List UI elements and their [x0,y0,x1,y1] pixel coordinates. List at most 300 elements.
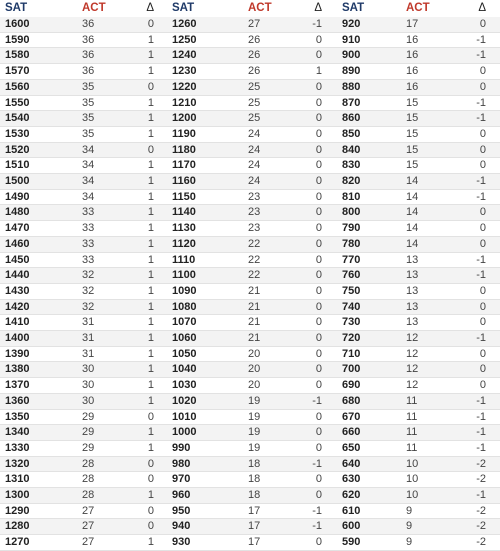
act-cell: 36 [82,18,95,30]
sat-cell: 850 [342,127,361,140]
delta-cell: 1 [147,253,154,266]
delta-cell: 0 [315,473,322,486]
column-header-delta-3: Δ [478,2,486,14]
table-row [0,362,500,378]
sat-cell: 1520 [5,143,30,156]
delta-cell: 0 [315,441,322,454]
delta-cell: 0 [147,504,154,517]
sat-cell: 910 [342,33,361,46]
act-cell: 20 [248,379,261,392]
delta-cell: 1 [147,284,154,297]
delta-cell: 1 [147,379,154,392]
delta-cell: -1 [312,394,322,407]
delta-cell: -1 [476,96,486,109]
sat-cell: 1180 [172,143,196,156]
sat-cell: 1190 [172,127,196,140]
act-cell: 15 [406,96,419,109]
act-cell: 24 [248,127,261,140]
delta-cell: -1 [476,49,486,62]
act-cell: 15 [406,159,419,172]
act-cell: 20 [248,363,261,376]
sat-cell: 1530 [5,127,30,140]
table-row [0,190,500,206]
act-cell: 20 [248,347,261,360]
act-cell: 18 [248,489,261,501]
delta-cell: 0 [147,18,154,30]
act-cell: 27 [82,504,95,517]
delta-cell: 1 [315,65,322,78]
act-cell: 28 [82,473,95,486]
sat-cell: 1550 [5,96,30,109]
delta-cell: 0 [315,175,322,187]
act-cell: 16 [406,80,419,93]
delta-cell: 1 [147,394,154,407]
sat-cell: 720 [342,332,361,344]
delta-cell: 0 [315,206,322,219]
act-cell: 31 [82,347,95,360]
column-header-sat-3: SAT [342,2,365,14]
delta-cell: 0 [315,159,322,172]
sat-cell: 1400 [5,332,30,344]
table-row [0,472,500,488]
sat-cell: 710 [342,347,361,360]
sat-cell: 960 [172,489,191,501]
sat-cell: 1010 [172,410,197,423]
sat-cell: 1300 [5,489,30,501]
sat-cell: 1320 [5,457,30,470]
delta-cell: 0 [479,65,486,78]
sat-cell: 1100 [172,269,196,282]
act-cell: 24 [248,175,261,187]
act-cell: 14 [406,190,419,203]
act-cell: 12 [406,332,419,344]
sat-cell: 1560 [5,80,30,93]
act-cell: 9 [406,504,413,517]
delta-cell: -1 [312,520,322,533]
delta-cell: -1 [476,426,486,439]
delta-cell: 1 [147,489,154,501]
delta-cell: 1 [147,426,154,439]
sat-cell: 1480 [5,206,30,219]
delta-cell: -1 [312,457,322,470]
act-cell: 33 [82,237,95,250]
sat-cell: 1060 [172,332,197,344]
sat-cell: 840 [342,143,361,156]
delta-cell: 0 [315,237,322,250]
delta-cell: 0 [147,457,154,470]
delta-cell: 0 [315,112,322,125]
delta-cell: 0 [315,269,322,282]
delta-cell: 0 [479,237,486,250]
delta-cell: 1 [147,33,154,46]
act-cell: 25 [248,112,261,125]
act-cell: 28 [82,489,95,501]
sat-cell: 1110 [172,253,196,266]
delta-cell: 0 [479,316,486,329]
delta-cell: 1 [147,175,154,187]
sat-cell: 890 [342,65,361,78]
sat-cell: 1120 [172,237,196,250]
sat-cell: 700 [342,363,361,376]
sat-cell: 620 [342,489,361,501]
sat-cell: 770 [342,253,361,266]
act-cell: 35 [82,80,95,93]
act-cell: 36 [82,49,95,62]
delta-cell: -2 [476,473,486,486]
delta-cell: 0 [315,426,322,439]
delta-cell: -1 [476,112,486,125]
act-cell: 34 [82,143,95,156]
delta-cell: 0 [315,127,322,140]
delta-cell: 1 [147,159,154,172]
act-cell: 31 [82,316,95,329]
act-cell: 33 [82,206,95,219]
delta-cell: 0 [315,222,322,235]
act-cell: 13 [406,284,419,297]
sat-cell: 990 [172,441,191,454]
sat-cell: 590 [342,536,361,549]
delta-cell: 0 [147,473,154,486]
act-cell: 34 [82,190,95,203]
sat-cell: 1020 [172,394,197,407]
delta-cell: 0 [479,80,486,93]
delta-cell: 0 [479,127,486,140]
table-row [0,96,500,112]
header-row [0,0,500,17]
delta-cell: 1 [147,332,154,344]
act-cell: 11 [406,410,418,423]
act-cell: 24 [248,159,261,172]
delta-cell: 0 [315,347,322,360]
sat-cell: 750 [342,284,361,297]
act-cell: 13 [406,269,419,282]
act-cell: 34 [82,159,95,172]
delta-cell: -1 [312,504,322,517]
sat-cell: 760 [342,269,361,282]
act-cell: 26 [248,49,261,62]
act-cell: 22 [248,269,261,282]
act-cell: 29 [82,410,95,423]
sat-cell: 1370 [5,379,30,392]
sat-cell: 1030 [172,379,197,392]
act-cell: 16 [406,33,419,46]
sat-cell: 880 [342,80,361,93]
act-cell: 30 [82,394,95,407]
delta-cell: -1 [476,332,486,344]
act-cell: 23 [248,190,261,203]
table-row [0,127,500,143]
delta-cell: 0 [315,410,322,423]
column-header-act-1: ACT [82,2,106,14]
table-row [0,347,500,363]
delta-cell: 1 [147,269,154,282]
sat-cell: 1580 [5,49,30,62]
act-cell: 13 [406,300,419,313]
column-header-sat-2: SAT [172,2,195,14]
sat-cell: 900 [342,49,361,62]
delta-cell: -1 [476,410,486,423]
table-row [0,237,500,253]
sat-cell: 950 [172,504,191,517]
delta-cell: 0 [479,143,486,156]
act-cell: 14 [406,222,419,235]
delta-cell: 0 [479,379,486,392]
column-header-act-2: ACT [248,2,272,14]
delta-cell: 0 [315,489,322,501]
sat-cell: 1460 [5,237,30,250]
delta-cell: 0 [315,536,322,549]
delta-cell: 0 [315,49,322,62]
delta-cell: 0 [315,284,322,297]
delta-cell: 1 [147,363,154,376]
act-cell: 14 [406,206,419,219]
table-row [0,174,500,190]
act-cell: 19 [248,426,261,439]
sat-cell: 680 [342,394,361,407]
sat-cell: 1410 [5,316,30,329]
delta-cell: 0 [147,143,154,156]
sat-cell: 1200 [172,112,197,125]
act-cell: 32 [82,300,95,313]
sat-cell: 1570 [5,65,30,78]
table-row [0,425,500,441]
act-cell: 29 [82,441,95,454]
act-cell: 12 [406,379,419,392]
sat-cell: 600 [342,520,361,533]
table-row [0,331,500,347]
sat-cell: 610 [342,504,361,517]
delta-cell: 1 [147,300,154,313]
sat-cell: 1310 [5,473,30,486]
act-cell: 16 [406,49,419,62]
act-cell: 19 [248,394,261,407]
sat-cell: 780 [342,237,361,250]
delta-cell: 0 [147,410,154,423]
column-header-act-3: ACT [406,2,430,14]
delta-cell: 0 [315,363,322,376]
delta-cell: 1 [147,237,154,250]
table-row [0,268,500,284]
delta-cell: -1 [476,190,486,203]
table-row [0,80,500,96]
act-cell: 14 [406,237,419,250]
sat-cell: 1540 [5,112,30,125]
sat-cell: 1140 [172,206,196,219]
act-cell: 10 [406,489,419,501]
act-cell: 21 [248,316,261,329]
table-row [0,410,500,426]
delta-cell: 0 [479,347,486,360]
table-row [0,519,500,535]
delta-cell: 1 [147,65,154,78]
sat-cell: 1040 [172,363,197,376]
sat-cell: 1150 [172,190,196,203]
act-cell: 26 [248,33,261,46]
act-cell: 18 [248,457,261,470]
table-row [0,33,500,49]
act-cell: 16 [406,65,419,78]
delta-cell: 0 [479,206,486,219]
delta-cell: 0 [479,18,486,30]
sat-cell: 810 [342,190,361,203]
delta-cell: -1 [476,394,486,407]
sat-cell: 1090 [172,284,197,297]
delta-cell: -1 [476,253,486,266]
act-cell: 23 [248,206,261,219]
act-cell: 24 [248,143,261,156]
delta-cell: -1 [312,18,322,30]
act-cell: 12 [406,363,419,376]
sat-cell: 980 [172,457,191,470]
delta-cell: 0 [315,300,322,313]
sat-cell: 1170 [172,159,196,172]
act-cell: 35 [82,96,95,109]
table-row [0,48,500,64]
sat-cell: 1160 [172,175,196,187]
sat-cell: 1350 [5,410,30,423]
delta-cell: -2 [476,457,486,470]
act-cell: 17 [406,18,419,30]
sat-cell: 830 [342,159,361,172]
delta-cell: 0 [147,520,154,533]
act-cell: 15 [406,112,419,125]
act-cell: 10 [406,457,419,470]
sat-cell: 1420 [5,300,30,313]
table-row [0,488,500,504]
act-cell: 19 [248,410,261,423]
act-cell: 9 [406,536,413,549]
sat-cell: 1210 [172,96,197,109]
act-cell: 29 [82,426,95,439]
table-row [0,457,500,473]
table-row [0,504,500,520]
delta-cell: -1 [476,175,486,187]
sat-cell: 740 [342,300,361,313]
table-row [0,221,500,237]
act-cell: 21 [248,300,261,313]
delta-cell: 1 [147,49,154,62]
sat-cell: 970 [172,473,191,486]
act-cell: 17 [248,520,261,533]
act-cell: 30 [82,379,95,392]
table-row [0,378,500,394]
sat-cell: 860 [342,112,361,125]
act-cell: 26 [248,65,261,78]
sat-cell: 1250 [172,33,197,46]
sat-cell: 1490 [5,190,30,203]
act-cell: 9 [406,520,413,533]
sat-cell: 650 [342,441,361,454]
sat-cell: 670 [342,410,361,423]
delta-cell: 1 [147,190,154,203]
delta-cell: 0 [315,96,322,109]
delta-cell: 1 [147,441,154,454]
sat-cell: 1220 [172,80,197,93]
act-cell: 15 [406,143,419,156]
delta-cell: 0 [315,379,322,392]
act-cell: 28 [82,457,95,470]
act-cell: 15 [406,127,419,140]
delta-cell: 0 [479,284,486,297]
delta-cell: -2 [476,520,486,533]
sat-cell: 1230 [172,65,197,78]
act-cell: 13 [406,253,419,266]
act-cell: 21 [248,332,261,344]
act-cell: 17 [248,536,261,549]
sat-cell: 1280 [5,520,30,533]
sat-cell: 1130 [172,222,196,235]
act-cell: 34 [82,175,95,187]
act-cell: 17 [248,504,261,517]
table-row [0,300,500,316]
sat-cell: 1270 [5,536,30,549]
act-cell: 35 [82,112,95,125]
sat-cell: 1440 [5,269,30,282]
table-row [0,253,500,269]
sat-cell: 690 [342,379,361,392]
act-cell: 18 [248,473,261,486]
act-cell: 36 [82,33,95,46]
delta-cell: 1 [147,127,154,140]
act-cell: 22 [248,237,261,250]
delta-cell: 0 [479,222,486,235]
delta-cell: 0 [315,316,322,329]
delta-cell: -1 [476,441,486,454]
sat-cell: 1390 [5,347,30,360]
delta-cell: 0 [479,300,486,313]
column-header-delta-1: Δ [146,2,154,14]
delta-cell: 1 [147,206,154,219]
act-cell: 31 [82,332,95,344]
act-cell: 32 [82,284,95,297]
sat-cell: 1600 [5,18,30,30]
act-cell: 33 [82,253,95,266]
act-cell: 35 [82,127,95,140]
act-cell: 21 [248,284,261,297]
act-cell: 32 [82,269,95,282]
act-cell: 23 [248,222,261,235]
sat-cell: 1050 [172,347,197,360]
table-row [0,315,500,331]
table-row [0,394,500,410]
sat-cell: 1340 [5,426,30,439]
act-cell: 27 [82,520,95,533]
sat-cell: 940 [172,520,191,533]
sat-cell: 1070 [172,316,197,329]
act-cell: 25 [248,80,261,93]
delta-cell: -1 [476,269,486,282]
sat-cell: 1430 [5,284,30,297]
delta-cell: 0 [479,363,486,376]
sat-cell: 640 [342,457,361,470]
table-row [0,441,500,457]
sat-cell: 870 [342,96,361,109]
sat-cell: 1450 [5,253,30,266]
act-cell: 27 [82,536,95,549]
act-cell: 11 [406,394,418,407]
sat-cell: 1360 [5,394,30,407]
sat-cell: 1590 [5,33,30,46]
delta-cell: 0 [479,159,486,172]
delta-cell: 0 [315,253,322,266]
delta-cell: 1 [147,222,154,235]
column-header-sat-1: SAT [5,2,28,14]
act-cell: 12 [406,347,419,360]
act-cell: 14 [406,175,419,187]
delta-cell: 1 [147,96,154,109]
delta-cell: 1 [147,112,154,125]
sat-cell: 1510 [5,159,30,172]
